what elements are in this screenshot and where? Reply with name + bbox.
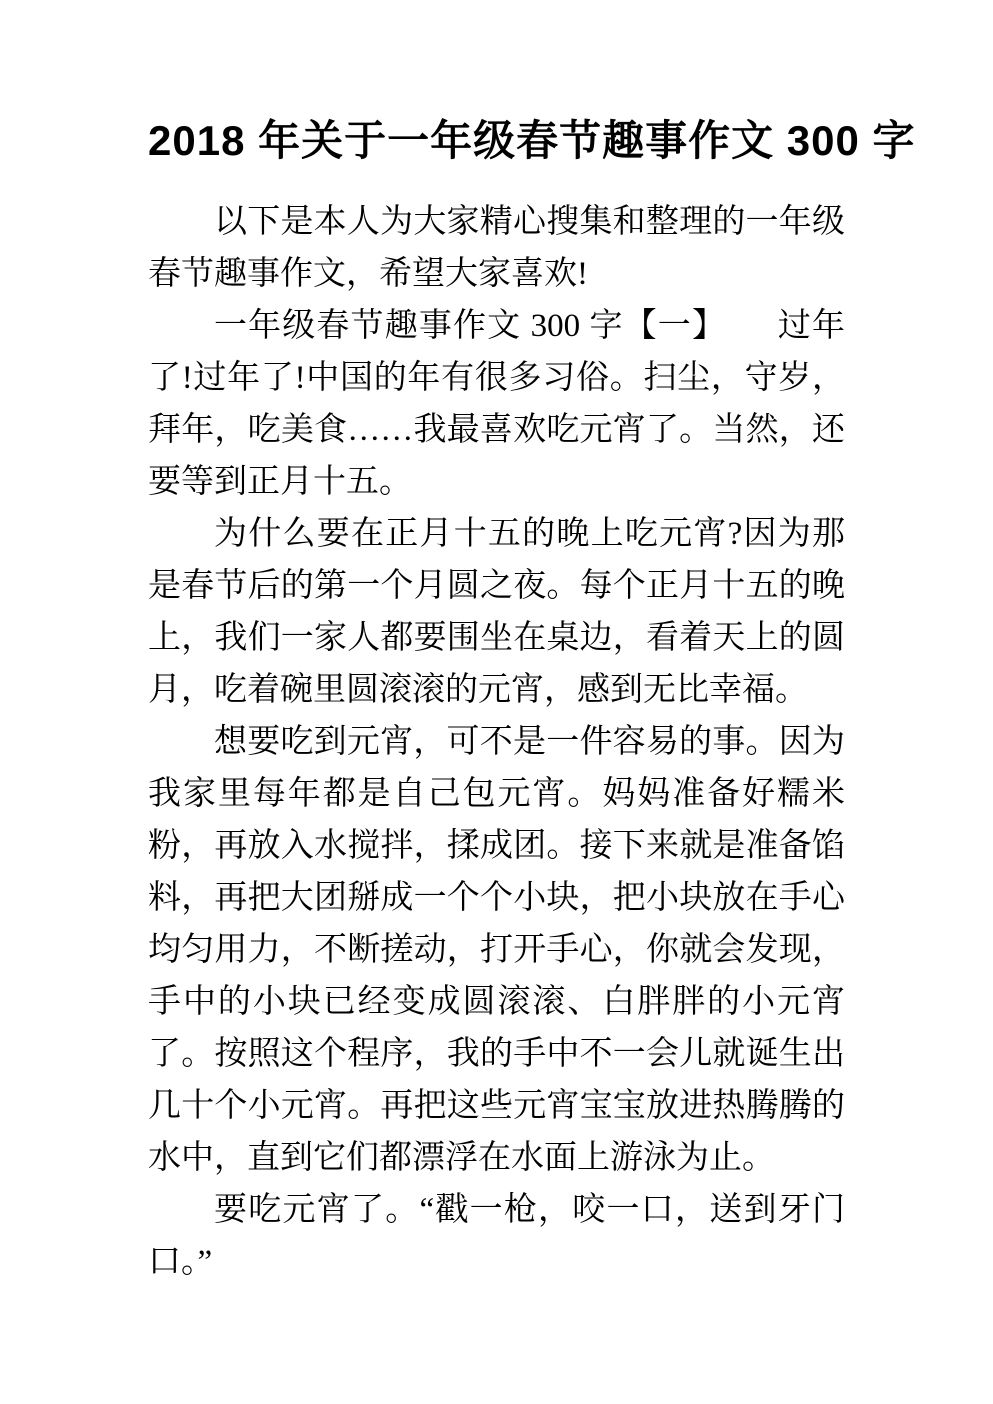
paragraph-eating-yuanxiao: 要吃元宵了。“戳一枪，咬一口，送到牙门口。” [148,1192,845,1280]
paragraph-why-yuanxiao: 为什么要在正月十五的晚上吃元宵?因为那是春节后的第一个月圆之夜。每个正月十五的晚上，我们一家人都要围坐在桌边，看着天上的圆月，吃着碗里圆滚滚的元宵，感到无比幸福。 [148,516,845,708]
document-title: 2018 年关于一年级春节趣事作文 300 字 [148,117,916,164]
paragraph-essay-heading-and-opening: 一年级春节趣事作文 300 字【一】 过年了!过年了!中国的年有很多习俗。扫尘，守岁，拜年，吃美食……我最喜欢吃元宵了。当然，还要等到正月十五。 [148,308,845,500]
paragraph-making-yuanxiao: 想要吃到元宵，可不是一件容易的事。因为我家里每年都是自己包元宵。妈妈准备好糯米粉，再放入水搅拌，揉成团。接下来就是准备馅料，再把大团掰成一个个小块，把小块放在手心均匀用力，不断搓动，打开手心，你就会发现，手中的小块已经变成圆滚滚、白胖胖的小元宵了。按照这个程序，我的手中不一会儿就诞生出几十个小元宵。再把这些元宵宝宝放进热腾腾的水中，直到它们都漂浮在水面上游泳为止。 [148,724,845,1176]
paragraph-intro: 以下是本人为大家精心搜集和整理的一年级春节趣事作文，希望大家喜欢! [148,204,845,292]
